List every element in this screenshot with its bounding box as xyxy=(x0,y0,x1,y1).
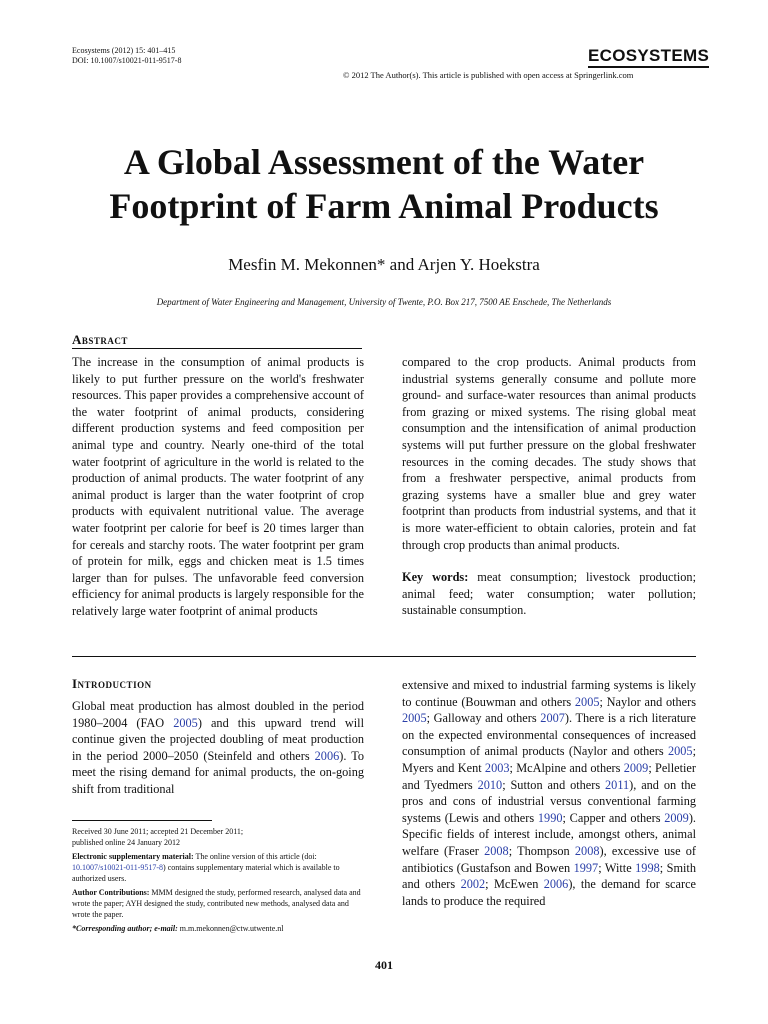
citation-link[interactable]: 2009 xyxy=(664,810,689,825)
footnotes xyxy=(72,826,364,934)
esm-text: The online version of this article (doi: xyxy=(193,852,317,861)
abstract-text-left: The increase in the consumption of animal products is likely to put further pressure on the world's freshwater resources. This paper provides a comprehensive account of the water footprint of animal products, considering different production systems and feed composition per animal type and country. Nearly one-third of the total water footprint of agriculture in the world is related to the production of animal products. The water footprint of any animal product is larger than the water footprint of crop products with equivalent nutritional value. The average water footprint per calorie for beef is 20 times larger than for cereals and starchy roots. The water footprint per gram of protein for milk, eggs and chicken meat is 1.5 times larger than for pulses. The unfavorable feed conversion efficiency for animal products is largely responsible for the relatively large water footprint of animal products xyxy=(72,355,364,618)
published-date: published online 24 January 2012 xyxy=(72,838,180,847)
corr-email: m.m.mekonnen@ctw.utwente.nl xyxy=(177,924,284,933)
intro-text: ; McAlpine and others xyxy=(509,760,624,775)
citation-link[interactable]: 2011 xyxy=(605,777,630,792)
contrib-text: MMM designed the study, performed research, analysed data and wrote the paper; AYH designed the study, contributed new methods, analysed data and wrote the paper. xyxy=(72,888,361,919)
intro-paragraph-left xyxy=(72,698,364,798)
citation-link[interactable]: 2008 xyxy=(484,843,509,858)
intro-text: ; Naylor and others xyxy=(599,694,696,709)
citation-link[interactable]: 2002 xyxy=(460,877,486,892)
introduction-heading: Introduction xyxy=(72,676,152,691)
keywords xyxy=(402,569,696,619)
author-contributions xyxy=(72,887,364,920)
intro-text: ). Specific fields of interest include, amongst others, animal welfare (Fraser xyxy=(402,810,696,858)
citation-link[interactable]: 1997 xyxy=(573,860,599,875)
citation-link[interactable]: 2005 xyxy=(574,694,600,709)
esm-text: ) contains supplementary material which is available to authorized users. xyxy=(72,863,340,883)
intro-text: ; Pelletier and Tyedmers xyxy=(402,760,696,792)
intro-text: ), and on the pros and cons of industrial versus conventional farming systems (Lewis and others xyxy=(402,777,697,825)
intro-text: ; McEwen xyxy=(485,877,544,892)
intro-text: ; Sutton and others xyxy=(502,777,606,792)
citation-link[interactable]: 2003 xyxy=(484,760,510,775)
corresponding-author xyxy=(72,923,364,934)
citation-link[interactable]: 2005 xyxy=(667,744,693,759)
esm-doi-link[interactable]: 10.1007/s10021-011-9517-8 xyxy=(72,863,164,872)
intro-text: ; Galloway and others xyxy=(426,711,541,726)
abstract-heading: Abstract xyxy=(72,332,128,347)
citation-link[interactable]: 2010 xyxy=(477,777,503,792)
corr-label: *Corresponding author; e-mail: xyxy=(72,924,178,933)
abstract-right-column xyxy=(402,354,696,619)
intro-text: Global meat production has almost doubled in the period 1980–2004 (FAO xyxy=(72,699,364,730)
citation-link[interactable]: 1990 xyxy=(537,810,563,825)
intro-text: ). There is a rich literature on the expected environmental consequences of increased consumption of animal products (Naylor and others xyxy=(402,711,696,759)
citation-link[interactable]: 2005 xyxy=(402,711,427,726)
intro-text: extensive and mixed to industrial farming systems is likely to continue (Bouwman and others xyxy=(402,678,696,709)
citation-link[interactable]: 2007 xyxy=(540,711,565,726)
intro-text: ; Smith and others xyxy=(402,860,696,892)
citation-link[interactable]: 2005 xyxy=(173,715,198,730)
intro-text: ). To meet the rising demand for animal products, the on-going shift from traditional xyxy=(72,748,364,796)
authors: Mesfin M. Mekonnen* and Arjen Y. Hoekstra xyxy=(228,255,540,274)
journal-citation: Ecosystems (2012) 15: 401–415 xyxy=(72,46,176,55)
citation-link[interactable]: 2008 xyxy=(574,843,600,858)
citation-link[interactable]: 1998 xyxy=(635,860,660,875)
intro-text: ), excessive use of antibiotics (Gustafson and Bowen xyxy=(402,843,696,875)
article-title xyxy=(0,140,768,228)
abstract-bottom-rule xyxy=(72,656,696,657)
received-date: Received 30 June 2011; accepted 21 December 2011; xyxy=(72,827,244,836)
intro-text: ; Capper and others xyxy=(562,810,665,825)
esm-label: Electronic supplementary material: xyxy=(72,852,194,861)
keywords-label: Key words: xyxy=(402,570,469,585)
contrib-label: Author Contributions: xyxy=(72,888,150,897)
intro-paragraph-right xyxy=(402,677,696,909)
abstract-rule xyxy=(72,348,362,349)
intro-text: ; Myers and Kent xyxy=(402,744,696,775)
intro-right-column xyxy=(402,677,696,909)
footnote-rule xyxy=(72,820,212,821)
intro-text: ), the demand for scarce lands to produce the required xyxy=(402,877,696,908)
citation-link[interactable]: 2006 xyxy=(314,748,340,763)
intro-text: ; Witte xyxy=(598,860,636,875)
citation-link[interactable]: 2006 xyxy=(543,877,569,892)
doi: DOI: 10.1007/s10021-011-9517-8 xyxy=(72,56,182,65)
page-number: 401 xyxy=(375,958,393,972)
copyright-notice: © 2012 The Author(s). This article is published with open access at Springerlink.com xyxy=(343,70,634,80)
journal-logo: ECOSYSTEMS xyxy=(588,47,709,68)
keywords-text: meat consumption; livestock production; animal feed; water consumption; water pollution; sustainable consumption. xyxy=(402,570,696,618)
esm-note xyxy=(72,851,364,884)
title-line-2: Footprint of Farm Animal Products xyxy=(109,186,659,226)
title-line-1: A Global Assessment of the Water xyxy=(123,142,645,182)
abstract-text-right: compared to the crop products. Animal products from industrial systems generally consume and pollute more ground- and surface-water resources than animal products from grazing or mixed systems. The rising global meat consumption and the intensification of animal production systems will put further pressure on the global freshwater resources in the coming decades. The study shows that from a freshwater perspective, animal products from grazing systems have a smaller blue and grey water footprint than products from industrial systems, and that it is more water-efficient to obtain calories, protein and fat through crop products than animal products. xyxy=(402,355,696,552)
intro-text: ) and this upward trend will continue given the projected doubling of meat production in the period 2000–2050 (Steinfeld and others xyxy=(72,715,364,763)
intro-left-column xyxy=(72,698,364,798)
affiliation: Department of Water Engineering and Management, University of Twente, P.O. Box 217, 7500 AE Enschede, The Netherlands xyxy=(156,297,612,307)
intro-text: ; Thompson xyxy=(508,843,575,858)
abstract-left-column xyxy=(72,354,364,620)
citation-link[interactable]: 2009 xyxy=(623,760,649,775)
